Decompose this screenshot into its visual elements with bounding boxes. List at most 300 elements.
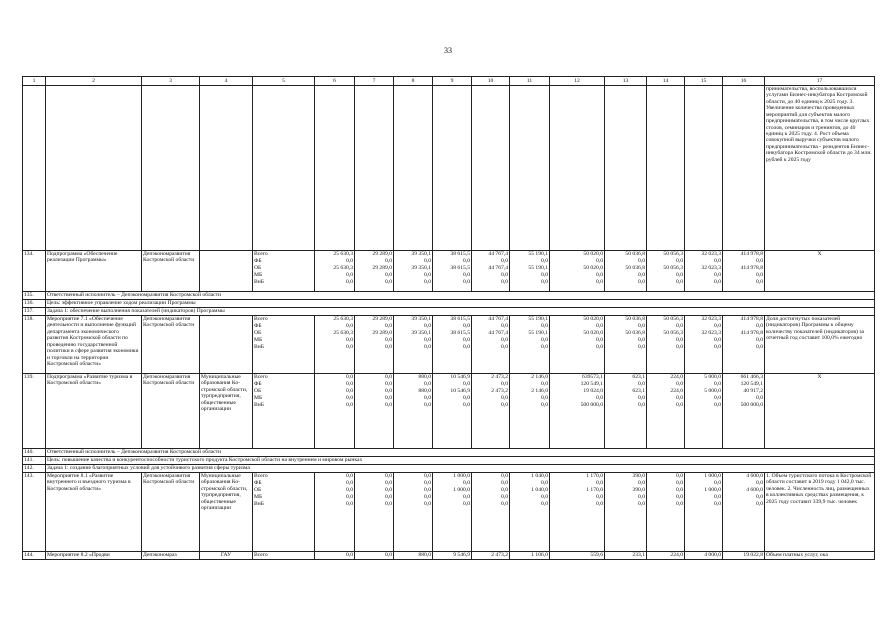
value: 661 466,3: [740, 374, 763, 380]
value: 0,0: [385, 388, 392, 394]
value: 0,0: [638, 323, 645, 329]
value: 0,0: [385, 344, 392, 350]
value: 0,0: [676, 487, 683, 493]
value: 500 000,0: [740, 402, 763, 408]
value: 0,0: [501, 381, 508, 387]
value: 120 549,1: [580, 381, 603, 387]
executor: Депэкономразвития Костромской области: [142, 473, 200, 552]
section-row: [23, 457, 875, 465]
value: 0,0: [756, 480, 763, 486]
value: 0,0: [424, 395, 431, 401]
funding-source: ФБ: [254, 480, 262, 486]
continuation-row: [23, 86, 875, 251]
value-cell: [394, 374, 433, 449]
value: 29 289,0: [372, 265, 392, 271]
value: 0,0: [424, 272, 431, 278]
value-cell: [472, 473, 510, 552]
col-header: 3: [142, 77, 200, 86]
value: 0,0: [638, 258, 645, 264]
value-cell: [472, 251, 510, 292]
value: 2 473,2: [472, 552, 510, 560]
value: 55 190,1: [528, 251, 548, 257]
value: 0,0: [676, 323, 683, 329]
value: 2 146,0: [531, 388, 548, 394]
value: 0,0: [424, 337, 431, 343]
value: 29 289,0: [372, 330, 392, 336]
value: 44 767,4: [488, 316, 508, 322]
value: 10 546,9: [450, 374, 470, 380]
continuation-result: принимательства, воспользовавшихся услугами Бизнес-инкубатора Костромской области, до 40 единиц к 2025 году. 3. Увеличение количества проведенных мероприятий для субъектов малого предпринимательства, в том числе круглых столов, семинаров и тренингов, до 40 единиц к 2025 году. 4. Рост объема совокупной выручки субъектов малого предпринимательства - резидентов Бизнес-инкубатора Костромской области до 34 млн. рублей к 2025 году: [765, 86, 875, 251]
section-row: [23, 292, 875, 300]
value: 55 190,1: [528, 316, 548, 322]
section-text: Ответственный исполнитель – Депэкономразвития Костромской области: [46, 292, 875, 300]
value: 0,0: [346, 388, 353, 394]
value: 50 036,8: [625, 316, 645, 322]
value: 0,0: [385, 323, 392, 329]
value: 0,0: [385, 279, 392, 285]
value-cell: [685, 251, 723, 292]
participants: Муниципальные образования Костромской области, турпредприятия, общественные организации: [200, 374, 253, 449]
value: 44 767,4: [488, 330, 508, 336]
value: 38 615,5: [450, 316, 470, 322]
value: 0,0: [385, 381, 392, 387]
value: 0,0: [714, 344, 721, 350]
funding-source: ВнБ: [254, 344, 264, 350]
col-header: 7: [355, 77, 394, 86]
value: 1 040,0: [531, 487, 548, 493]
value: 0,0: [463, 279, 470, 285]
funding-source: ОБ: [254, 388, 262, 394]
value: 50 036,8: [625, 251, 645, 257]
value: 0,0: [501, 487, 508, 493]
value-cell: [355, 251, 394, 292]
value: 0,0: [541, 279, 548, 285]
value-cell: [723, 473, 765, 552]
col-header: 6: [315, 77, 355, 86]
value: 38 615,5: [450, 265, 470, 271]
value: 50 036,8: [625, 330, 645, 336]
value: 50 056,3: [663, 330, 683, 336]
value: 414 978,8: [740, 265, 763, 271]
value-cell: [315, 473, 355, 552]
value: 0,0: [596, 258, 603, 264]
value-cell: [394, 251, 433, 292]
value: 0,0: [346, 480, 353, 486]
value: 500 000,0: [580, 402, 603, 408]
value-cell: [605, 316, 647, 374]
value: 0,0: [385, 374, 392, 380]
item-name: Подпрограмма «Развитие туризма в Костромской области»: [46, 374, 142, 449]
value-cell: [685, 316, 723, 374]
value: 0,0: [756, 337, 763, 343]
col-header: 13: [605, 77, 647, 86]
value: 0,0: [355, 552, 394, 560]
value: 0,0: [541, 395, 548, 401]
funding-source: Всего: [254, 473, 268, 479]
value: 0,0: [638, 344, 645, 350]
value: 0,0: [346, 272, 353, 278]
table-row: [23, 316, 875, 374]
value: 0,0: [756, 272, 763, 278]
value: 0,0: [463, 395, 470, 401]
item-name: Подпрограмма «Обеспечение реализации Программы»: [46, 251, 142, 292]
value: 0,0: [541, 337, 548, 343]
source-list: [253, 374, 315, 449]
value: 1 170,0: [586, 487, 603, 493]
expected-result: X: [765, 251, 875, 292]
value: 0,0: [385, 487, 392, 493]
value-cell: [647, 316, 685, 374]
value: 0,0: [756, 323, 763, 329]
section-row: [23, 465, 875, 473]
value: 5 000,0: [704, 388, 721, 394]
page-number: 33: [444, 46, 452, 55]
value: 39 350,1: [411, 330, 431, 336]
value: 2 473,2: [491, 374, 508, 380]
value: 0,0: [315, 552, 355, 560]
value: 39 350,1: [411, 251, 431, 257]
value: 10 546,9: [450, 388, 470, 394]
value: 233,1: [605, 552, 647, 560]
col-header: 1: [23, 77, 46, 86]
value-cell: [647, 374, 685, 449]
value: 50 020,0: [583, 316, 603, 322]
item-name: Мероприятие 8.1 «Развитие внутреннего и въездного туризма в Костромской области»: [46, 473, 142, 552]
value: 0,0: [676, 337, 683, 343]
value: 0,0: [501, 279, 508, 285]
value: 880,0: [418, 374, 431, 380]
value: 32 023,3: [701, 330, 721, 336]
value: 29 289,0: [372, 251, 392, 257]
value: 0,0: [346, 487, 353, 493]
funding-source: МБ: [254, 272, 263, 278]
value: 0,0: [385, 473, 392, 479]
value: 50 036,8: [625, 265, 645, 271]
value-cell: [550, 316, 605, 374]
col-header: 4: [200, 77, 253, 86]
col-header: 12: [550, 77, 605, 86]
value: 0,0: [463, 337, 470, 343]
value-cell: [472, 316, 510, 374]
section-row: [23, 308, 875, 316]
value: 50 056,3: [663, 316, 683, 322]
value-cell: [647, 251, 685, 292]
value: 0,0: [541, 381, 548, 387]
col-header: 2: [46, 77, 142, 86]
value: 0,0: [385, 402, 392, 408]
value: 0,0: [346, 501, 353, 507]
value: 4 600,0: [746, 487, 763, 493]
expected-result: X: [765, 374, 875, 449]
value: 40 917,2: [743, 388, 763, 394]
value: 1 000,0: [704, 473, 721, 479]
funding-source: ВнБ: [254, 501, 264, 507]
value: 623,1: [632, 374, 645, 380]
value: 0,0: [385, 337, 392, 343]
value: 0,0: [676, 395, 683, 401]
value: 0,0: [346, 381, 353, 387]
col-header: 10: [472, 77, 510, 86]
value: 0,0: [596, 395, 603, 401]
value: 4 600,0: [746, 473, 763, 479]
value: 0,0: [501, 337, 508, 343]
value: 44 767,4: [488, 265, 508, 271]
row-number: 142.: [23, 465, 46, 473]
value: 0,0: [346, 337, 353, 343]
row-number: 137.: [23, 308, 46, 316]
row-number: 143.: [23, 473, 46, 552]
value: 0,0: [541, 258, 548, 264]
value-cell: [355, 473, 394, 552]
value-cell: [472, 374, 510, 449]
funding-source: Всего: [254, 251, 268, 257]
value-cell: [605, 473, 647, 552]
value-cell: [394, 473, 433, 552]
expected-result: 1. Объем туристского потока в Костромской области составит в 2019 году 1 042,0 тыс. человек. 2. Численность лиц, размещенных в коллективных средствах размещения, к 2025 году составит 339,9 тыс. человек: [765, 473, 875, 552]
value: 0,0: [385, 480, 392, 486]
value: 0,0: [714, 323, 721, 329]
value: 0,0: [676, 402, 683, 408]
value-cell: [605, 251, 647, 292]
value: 0,0: [638, 494, 645, 500]
value: 32 023,3: [701, 316, 721, 322]
value-cell: [647, 473, 685, 552]
value: 0,0: [714, 279, 721, 285]
value: 55 190,1: [528, 265, 548, 271]
value: 0,0: [638, 272, 645, 278]
value: 0,0: [424, 480, 431, 486]
value: 0,0: [714, 381, 721, 387]
value: 5 000,0: [704, 374, 721, 380]
value: 0,0: [541, 494, 548, 500]
value: 1 170,0: [586, 473, 603, 479]
funding-source: Всего: [254, 316, 268, 322]
section-row: [23, 449, 875, 457]
value: 25 630,3: [333, 251, 353, 257]
value: 390,0: [632, 473, 645, 479]
value: 0,0: [346, 279, 353, 285]
table-row: [23, 374, 875, 449]
source-list: [253, 316, 315, 374]
value: 25 630,3: [333, 330, 353, 336]
col-header: 17: [765, 77, 875, 86]
row-number: 139.: [23, 374, 46, 449]
value: 0,0: [385, 501, 392, 507]
value: 559,6: [550, 552, 605, 560]
value: 25 630,3: [333, 316, 353, 322]
value: 0,0: [385, 258, 392, 264]
value: 2 146,0: [531, 374, 548, 380]
value: 32 023,3: [701, 265, 721, 271]
value: 1 106,0: [510, 552, 550, 560]
value: 0,0: [676, 473, 683, 479]
value: 0,0: [463, 494, 470, 500]
value: 0,0: [638, 501, 645, 507]
value-cell: [315, 316, 355, 374]
table-row: [23, 251, 875, 292]
section-text: Цель: эффективное управление ходом реализации Программы: [46, 300, 875, 308]
row-number: 140.: [23, 449, 46, 457]
value-cell: [394, 316, 433, 374]
value: 0,0: [346, 344, 353, 350]
funding-source: ОБ: [254, 487, 262, 493]
value: 55 190,1: [528, 330, 548, 336]
col-header: 16: [723, 77, 765, 86]
value: 880,0: [394, 552, 433, 560]
value: 0,0: [756, 395, 763, 401]
item-name: Мероприятие 8.2 «Продви: [46, 552, 142, 560]
col-header: 5: [253, 77, 315, 86]
value: 120 549,1: [740, 381, 763, 387]
value: 0,0: [501, 272, 508, 278]
value-cell: [433, 316, 472, 374]
section-row: [23, 300, 875, 308]
value: 0,0: [596, 279, 603, 285]
value: 0,0: [756, 501, 763, 507]
table-row: [23, 473, 875, 552]
value: 9 546,9: [433, 552, 472, 560]
value: 0,0: [463, 323, 470, 329]
value: 390,0: [632, 487, 645, 493]
value: 0,0: [424, 501, 431, 507]
funding-source: ФБ: [254, 381, 262, 387]
row-number: 136.: [23, 300, 46, 308]
value: 0,0: [714, 501, 721, 507]
value: 0,0: [346, 395, 353, 401]
funding-source: МБ: [254, 337, 263, 343]
executor: Депэкономразвития Костромской области: [142, 316, 200, 374]
value: 1 040,0: [531, 473, 548, 479]
value: 50 056,3: [663, 265, 683, 271]
funding-source: ОБ: [254, 330, 262, 336]
value: 0,0: [676, 344, 683, 350]
value: 0,0: [385, 272, 392, 278]
value: 2 473,2: [491, 388, 508, 394]
value: 39 350,1: [411, 316, 431, 322]
funding-source: ФБ: [254, 258, 262, 264]
value-cell: [723, 374, 765, 449]
value: 0,0: [596, 337, 603, 343]
value: 0,0: [596, 501, 603, 507]
funding-source: ОБ: [254, 265, 262, 271]
value: 44 767,4: [488, 251, 508, 257]
source-list: [253, 251, 315, 292]
value: 0,0: [714, 337, 721, 343]
value-cell: [550, 473, 605, 552]
value: 0,0: [463, 402, 470, 408]
participants: [200, 316, 253, 374]
value: 0,0: [424, 381, 431, 387]
col-header: 14: [647, 77, 685, 86]
value-cell: [315, 251, 355, 292]
value: 0,0: [638, 402, 645, 408]
value: 38 615,5: [450, 330, 470, 336]
funding-source: ВнБ: [254, 402, 264, 408]
value: 0,0: [541, 402, 548, 408]
value-cell: [433, 473, 472, 552]
header-row: [23, 77, 875, 86]
value: 0,0: [676, 258, 683, 264]
funding-source: ФБ: [254, 323, 262, 329]
value: 50 020,0: [583, 265, 603, 271]
value: 0,0: [756, 279, 763, 285]
value: 0,0: [714, 402, 721, 408]
value: 0,0: [501, 402, 508, 408]
value: 0,0: [541, 480, 548, 486]
value: 0,0: [638, 395, 645, 401]
value: 0,0: [596, 494, 603, 500]
value: 414 978,8: [740, 316, 763, 322]
row-number: 144.: [23, 552, 46, 560]
value-cell: [550, 251, 605, 292]
funding-source: МБ: [254, 494, 263, 500]
value-cell: [685, 374, 723, 449]
value: 224,0: [647, 552, 685, 560]
value: 0,0: [756, 494, 763, 500]
value: 0,0: [424, 279, 431, 285]
value: 0,0: [541, 323, 548, 329]
value: 0,0: [501, 494, 508, 500]
value: 0,0: [346, 402, 353, 408]
value: 0,0: [463, 501, 470, 507]
value: 0,0: [714, 395, 721, 401]
value: 0,0: [424, 258, 431, 264]
funding-source: Всего: [254, 374, 268, 380]
program-table: [22, 76, 875, 560]
value: 0,0: [596, 272, 603, 278]
value: 0,0: [501, 480, 508, 486]
expected-result: Объем платных услуг, ока: [765, 552, 875, 560]
value-cell: [355, 374, 394, 449]
value: 0,0: [501, 395, 508, 401]
value: 0,0: [596, 480, 603, 486]
participants: Муниципальные образования Костромской области, турпредприятия, общественные организации: [200, 473, 253, 552]
value: 4 000,0: [685, 552, 723, 560]
value: 1 000,0: [453, 487, 470, 493]
value: 0,0: [346, 258, 353, 264]
participants: [200, 251, 253, 292]
value: 0,0: [385, 395, 392, 401]
value: 0,0: [541, 344, 548, 350]
value-cell: [550, 374, 605, 449]
value: 0,0: [385, 494, 392, 500]
value: 32 023,3: [701, 251, 721, 257]
value: 1 000,0: [453, 473, 470, 479]
executor: Депэкономраз: [142, 552, 200, 560]
value-cell: [510, 374, 550, 449]
funding-source: Всего: [253, 552, 315, 560]
value: 19 024,0: [583, 388, 603, 394]
value: 0,0: [714, 272, 721, 278]
expected-result: Доля достигнутых показателей (индикаторов) Программы к общему количеству показателей (индикаторов) за отчетный год составит 100,0% ежегодно: [765, 316, 875, 374]
value: 0,0: [638, 279, 645, 285]
value: 0,0: [596, 323, 603, 329]
value: 25 630,3: [333, 265, 353, 271]
value: 0,0: [424, 344, 431, 350]
value: 0,0: [424, 323, 431, 329]
section-text: Цель: повышение качества и конкурентоспособности туристского продукта Костромской области на внутреннем и мировом рынках: [46, 457, 875, 465]
section-text: Задача 1: создание благоприятных условий для устойчивого развития сферы туризма: [46, 465, 875, 473]
value: 0,0: [424, 494, 431, 500]
value: 224,0: [670, 388, 683, 394]
value: 50 020,0: [583, 330, 603, 336]
value-cell: [433, 374, 472, 449]
value: 50 056,3: [663, 251, 683, 257]
row-number: 135.: [23, 292, 46, 300]
section-text: Ответственный исполнитель – Депэкономразвития Костромской области: [46, 449, 875, 457]
value: 0,0: [424, 402, 431, 408]
value: 0,0: [676, 279, 683, 285]
